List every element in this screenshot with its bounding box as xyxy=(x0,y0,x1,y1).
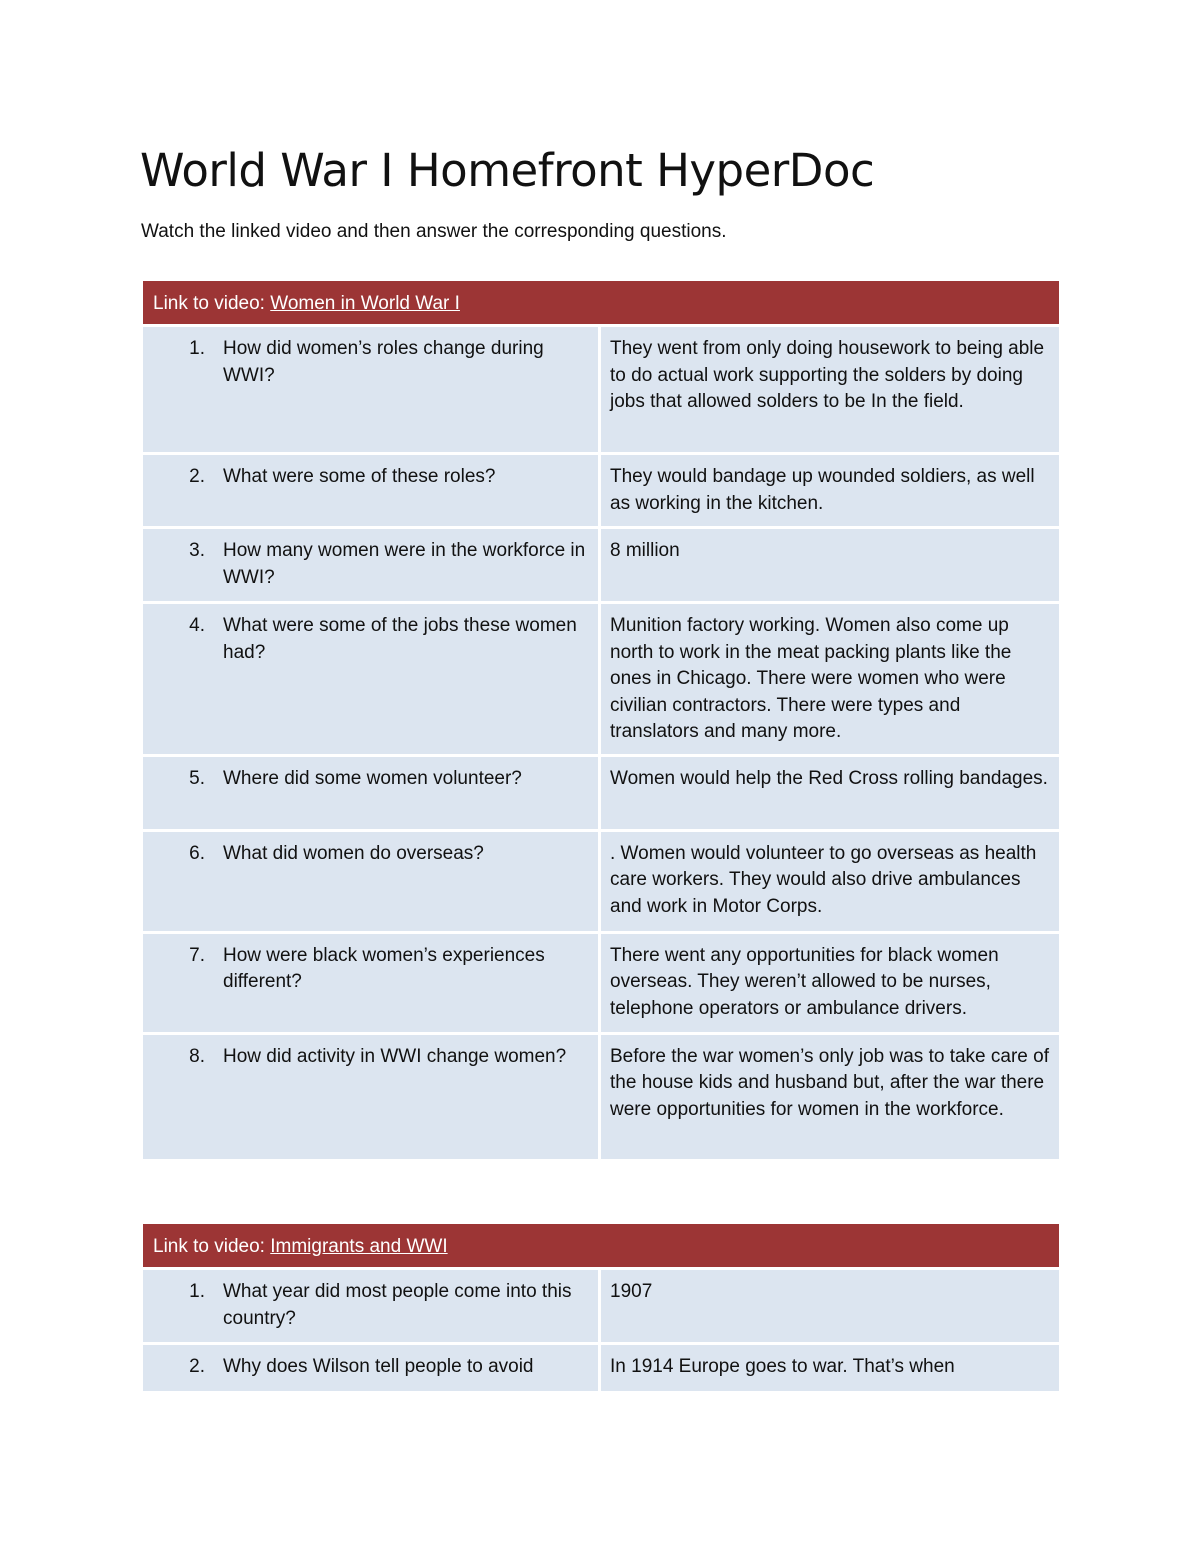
page-title: World War I Homefront HyperDoc xyxy=(140,144,875,197)
answer-cell[interactable]: 1907 xyxy=(601,1270,1059,1345)
question-cell xyxy=(143,934,601,1035)
table-row xyxy=(143,1270,1059,1345)
video-link-cell xyxy=(143,281,1059,327)
answer-cell[interactable]: Before the war women’s only job was to take care of the house kids and husband but, after the war there were opportunities for women in the workforce. xyxy=(601,1035,1059,1159)
question-cell xyxy=(143,327,601,455)
video-link-label: Link to video: xyxy=(153,1236,271,1257)
page-subtitle: Watch the linked video and then answer the corresponding questions. xyxy=(141,221,727,242)
question-text: What were some of these roles? xyxy=(223,466,496,487)
question-cell xyxy=(143,757,601,832)
video-link-immigrants-and-wwi[interactable]: Immigrants and WWI xyxy=(270,1236,448,1257)
question-number: 3. xyxy=(189,540,205,561)
table-row xyxy=(143,327,1059,455)
answer-cell[interactable]: 8 million xyxy=(601,529,1059,604)
question-cell xyxy=(143,455,601,529)
question-text: Where did some women volunteer? xyxy=(223,767,522,789)
table-header-row xyxy=(143,281,1059,327)
table-row xyxy=(143,1345,1059,1391)
table-row xyxy=(143,832,1059,934)
question-number: 1. xyxy=(189,338,205,359)
table-row xyxy=(143,529,1059,604)
question-cell xyxy=(143,832,601,934)
question-number: 1. xyxy=(189,1281,205,1302)
question-text: What were some of the jobs these women had? xyxy=(223,615,577,663)
answer-cell[interactable]: There went any opportunities for black women overseas. They weren’t allowed to be nurses, telephone operators or ambulance drivers. xyxy=(601,934,1059,1035)
video-link-label: Link to video: xyxy=(153,293,271,314)
question-table-women xyxy=(143,281,1059,1159)
table-row xyxy=(143,757,1059,832)
answer-cell[interactable]: Munition factory working. Women also come up north to work in the meat packing plants like the ones in Chicago. There were women who were civilian contractors. There were types and translators and many more. xyxy=(601,604,1059,757)
question-text: How were black women’s experiences different? xyxy=(223,944,545,992)
question-cell xyxy=(143,604,601,757)
answer-cell[interactable]: . Women would volunteer to go overseas as health care workers. They would also drive ambulances and work in Motor Corps. xyxy=(601,832,1059,934)
question-number: 2. xyxy=(189,466,205,487)
answer-cell[interactable]: They would bandage up wounded soldiers, as well as working in the kitchen. xyxy=(601,455,1059,529)
question-text: What year did most people come into this country? xyxy=(223,1281,572,1329)
question-number: 4. xyxy=(189,615,205,636)
question-cell xyxy=(143,1270,601,1345)
question-text: How did activity in WWI change women? xyxy=(223,1045,567,1067)
question-number: 2. xyxy=(189,1356,205,1377)
question-text: How many women were in the workforce in WWI? xyxy=(223,540,586,588)
table-row xyxy=(143,455,1059,529)
question-number: 7. xyxy=(189,944,205,966)
table-row xyxy=(143,1035,1059,1159)
question-number: 5. xyxy=(189,767,205,789)
answer-cell[interactable]: In 1914 Europe goes to war. That’s when xyxy=(601,1345,1059,1391)
question-cell xyxy=(143,529,601,604)
question-table-immigrants xyxy=(143,1224,1059,1391)
question-text: How did women’s roles change during WWI? xyxy=(223,338,544,386)
question-number: 6. xyxy=(189,842,205,864)
table-header-row xyxy=(143,1224,1059,1270)
question-text: What did women do overseas? xyxy=(223,842,484,864)
table-row xyxy=(143,934,1059,1035)
answer-cell[interactable]: They went from only doing housework to being able to do actual work supporting the solders by doing jobs that allowed solders to be In the field. xyxy=(601,327,1059,455)
table-row xyxy=(143,604,1059,757)
answer-cell[interactable]: Women would help the Red Cross rolling bandages. xyxy=(601,757,1059,832)
question-cell xyxy=(143,1345,601,1391)
question-cell xyxy=(143,1035,601,1159)
question-number: 8. xyxy=(189,1045,205,1067)
video-link-cell xyxy=(143,1224,1059,1270)
question-text: Why does Wilson tell people to avoid xyxy=(223,1356,534,1377)
video-link-women-in-world-war-i[interactable]: Women in World War I xyxy=(270,293,460,314)
